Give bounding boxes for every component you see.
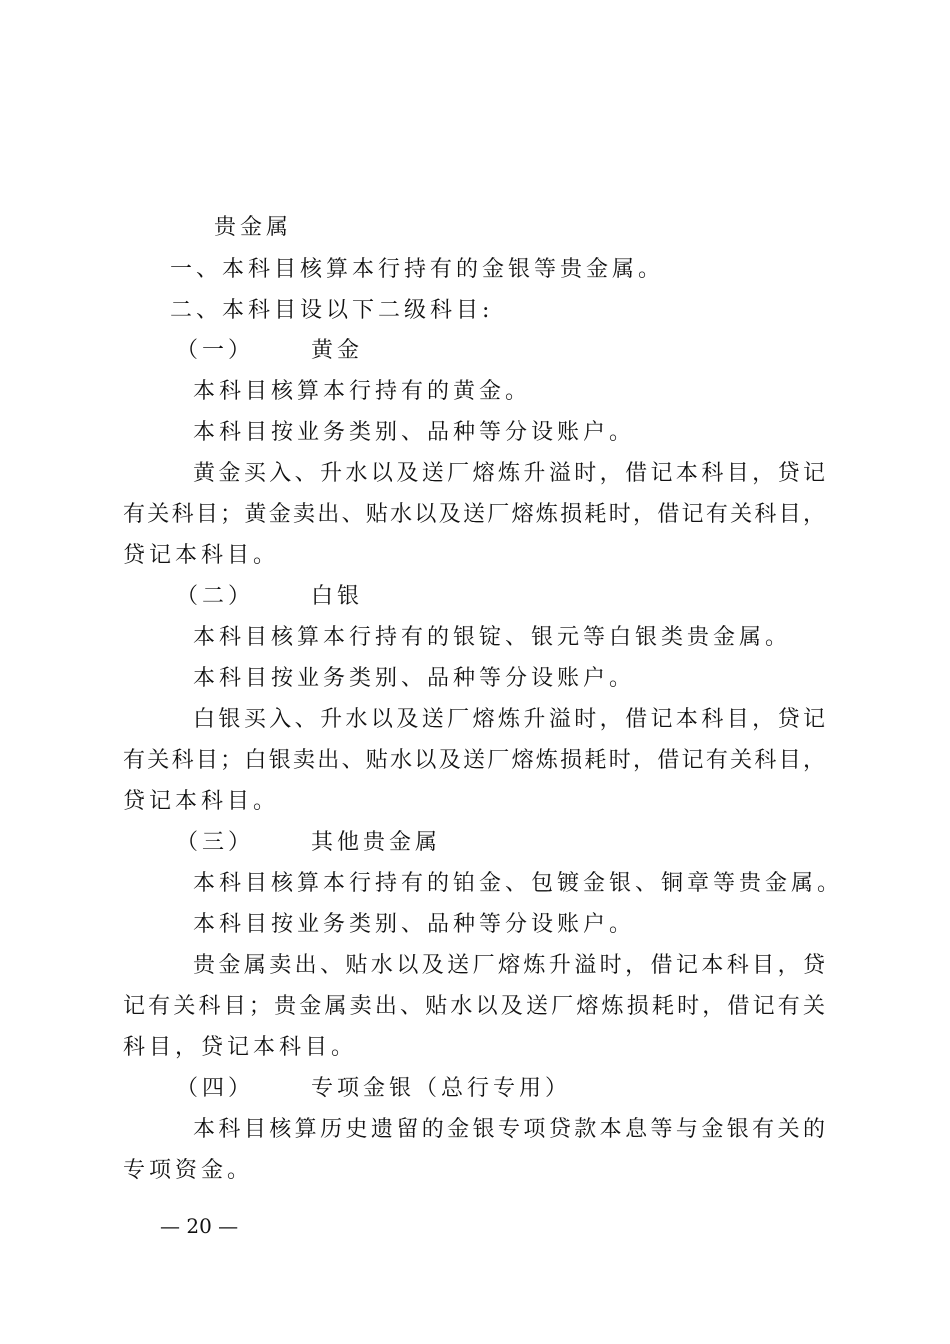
section-3-heading — [176, 828, 441, 858]
section-3-number: （三） — [176, 830, 255, 855]
section-2-paragraph-3-line-2: 有关科目；白银卖出、贴水以及送厂熔炼损耗时，借记有关科目， — [123, 748, 825, 773]
section-4-paragraph-1-line-2: 专项资金。 — [123, 1158, 254, 1183]
section-1-paragraph-2: 本科目按业务类别、品种等分设账户。 — [193, 420, 636, 445]
section-4-heading — [176, 1074, 571, 1104]
section-1-paragraph-3-line-2: 有关科目；黄金卖出、贴水以及送厂熔炼损耗时，借记有关科目， — [123, 502, 825, 527]
clause-2: 二、本科目设以下二级科目: — [170, 298, 494, 323]
section-1-title: 黄金 — [311, 338, 364, 363]
section-4-number: （四） — [176, 1076, 255, 1101]
page-number: — 20 — — [160, 1214, 239, 1238]
section-3-paragraph-1: 本科目核算本行持有的铂金、包镀金银、铜章等贵金属。 — [193, 871, 844, 896]
section-3-paragraph-3-line-2: 记有关科目；贵金属卖出、贴水以及送厂熔炼损耗时，借记有关 — [123, 994, 825, 1019]
section-2-number: （二） — [176, 584, 255, 609]
section-2-paragraph-3-line-1: 白银买入、升水以及送厂熔炼升溢时，借记本科目，贷记 — [193, 707, 825, 732]
section-1-number: （一） — [176, 338, 255, 363]
section-2-title: 白银 — [311, 584, 364, 609]
section-3-paragraph-3-line-1: 贵金属卖出、贴水以及送厂熔炼升溢时，借记本科目，贷 — [193, 953, 825, 978]
document-title: 贵金属 — [214, 215, 293, 240]
section-2-paragraph-2: 本科目按业务类别、品种等分设账户。 — [193, 666, 636, 691]
section-1-paragraph-1: 本科目核算本行持有的黄金。 — [193, 379, 532, 404]
section-4-title: 专项金银（总行专用） — [311, 1076, 572, 1101]
section-3-title: 其他贵金属 — [311, 830, 442, 855]
section-2-heading — [176, 582, 363, 612]
section-1-paragraph-3-line-1: 黄金买入、升水以及送厂熔炼升溢时，借记本科目，贷记 — [193, 461, 825, 486]
section-1-paragraph-3-line-3: 贷记本科目。 — [123, 543, 280, 568]
section-2-paragraph-1: 本科目核算本行持有的银锭、银元等白银类贵金属。 — [193, 625, 792, 650]
section-1-heading — [176, 336, 363, 366]
clause-1: 一、本科目核算本行持有的金银等贵金属。 — [170, 257, 665, 282]
section-4-paragraph-1-line-1: 本科目核算历史遗留的金银专项贷款本息等与金银有关的 — [193, 1117, 825, 1142]
section-2-paragraph-3-line-3: 贷记本科目。 — [123, 789, 280, 814]
section-3-paragraph-3-line-3: 科目，贷记本科目。 — [123, 1035, 358, 1060]
section-3-paragraph-2: 本科目按业务类别、品种等分设账户。 — [193, 912, 636, 937]
